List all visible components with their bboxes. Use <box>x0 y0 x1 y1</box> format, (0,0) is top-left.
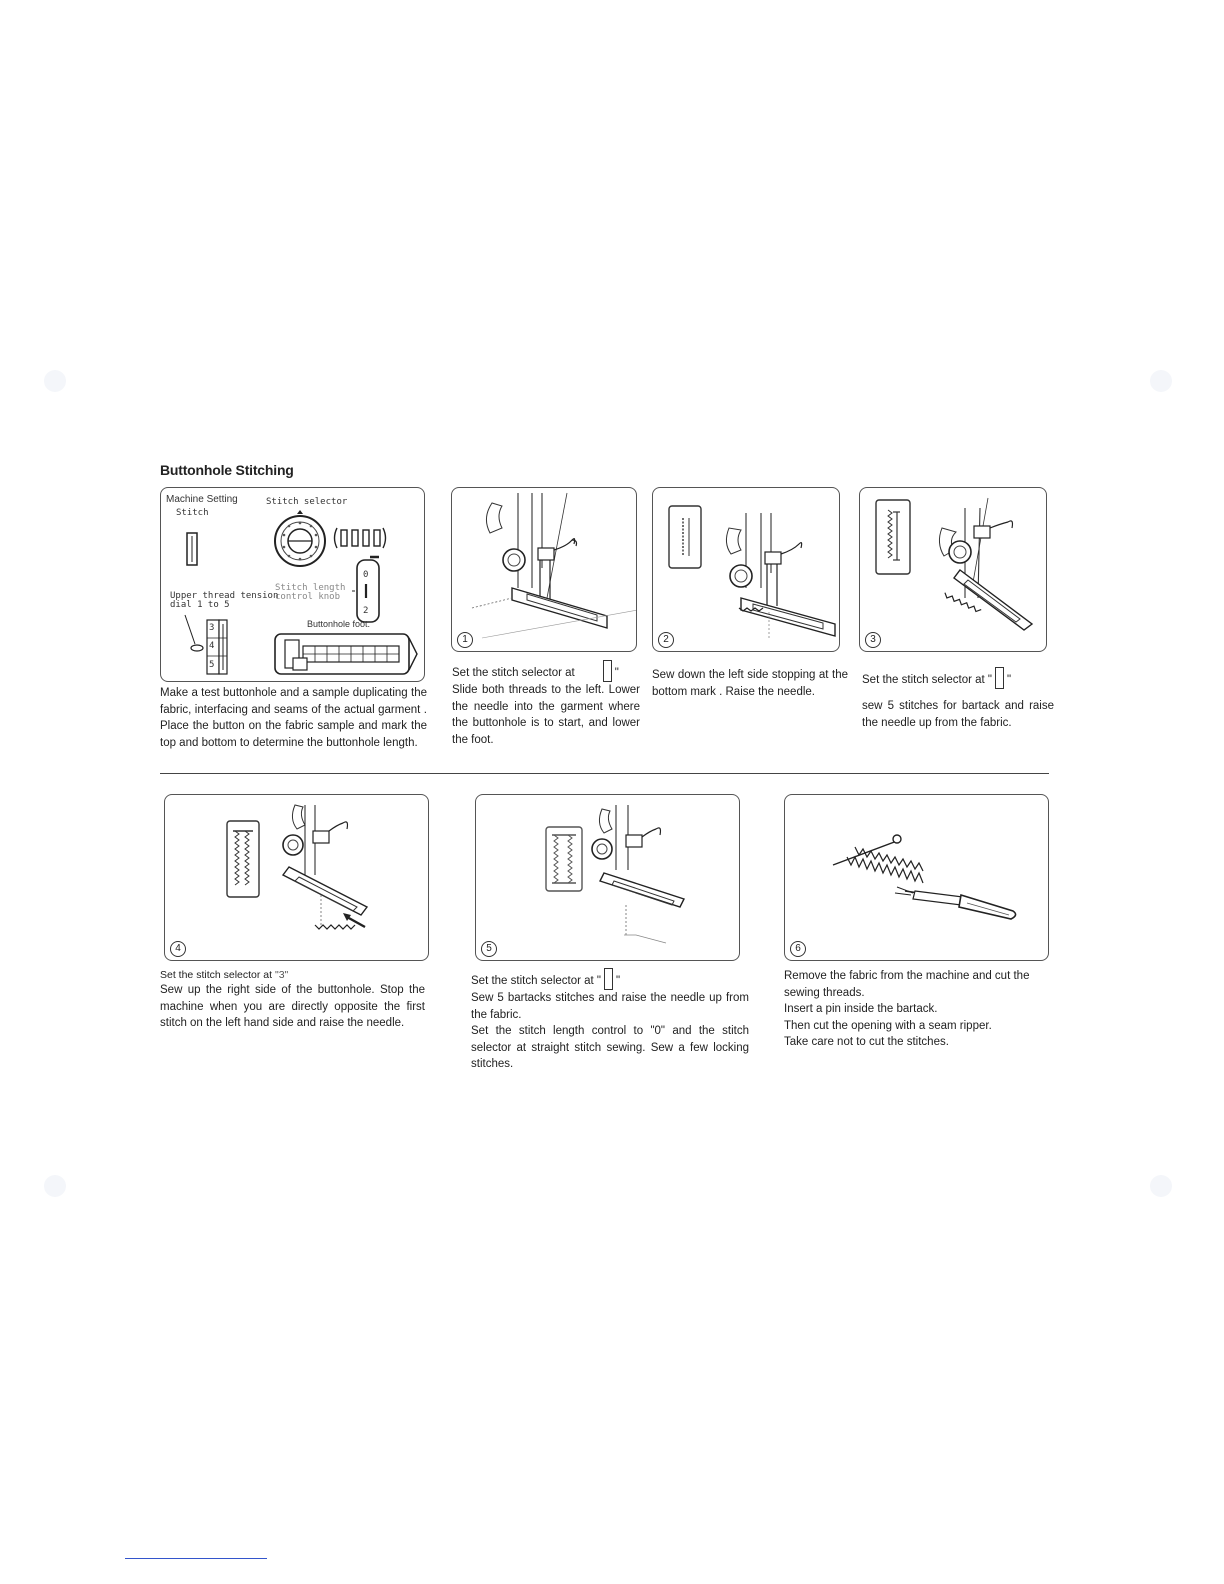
step-5-quote: " <box>616 975 621 987</box>
step-6-text <box>784 968 1052 1051</box>
length-mark: 0 <box>363 570 369 580</box>
length-mark: 2 <box>363 606 369 616</box>
step-6-line: Take care not to cut the stitches. <box>784 1036 949 1049</box>
step-6-line: Then cut the opening with a seam ripper. <box>784 1019 992 1032</box>
step-1-quote: " <box>614 667 619 679</box>
step-1-line: Set the stitch selector at <box>452 667 575 679</box>
scan-artifact <box>44 370 66 392</box>
step-5-illustration <box>476 795 740 961</box>
step-3-line: sew 5 stitches for bartack and raise the needle up from the fabric. <box>862 700 1054 729</box>
step-5-panel <box>475 794 740 961</box>
machine-setting-panel <box>160 487 425 682</box>
step-5-line: Set the stitch selector at " <box>471 975 602 987</box>
intro-text: Make a test buttonhole and a sample duplicating the fabric, interfacing and seams of the actual garment . Place the button on the fabric sample and mark the top and bottom to determine the buttonhole length. <box>160 687 427 749</box>
step-5-text <box>471 968 749 1073</box>
buttonhole-foot-label: Buttonhole foot. <box>307 619 371 629</box>
tension-mark: 3 <box>209 623 215 633</box>
scan-artifact <box>1150 1175 1172 1197</box>
step-3-line: Set the stitch selector at " <box>862 674 993 686</box>
step-6-panel <box>784 794 1049 961</box>
step-number-badge: 2 <box>658 632 674 648</box>
scan-artifact <box>44 1175 66 1197</box>
step-1-line: Slide both threads to the left. Lower the needle into the garment where the buttonhole is to start, and lower the foot. <box>452 684 640 746</box>
step-4-text <box>160 968 425 1032</box>
step-1-illustration <box>452 488 637 652</box>
step-6-line: Remove the fabric from the machine and cut the sewing threads. <box>784 970 1030 999</box>
stitch-length-label: Stitch length <box>275 583 346 593</box>
machine-setting-heading: Machine Setting <box>166 494 238 505</box>
step-4-illustration <box>165 795 429 961</box>
tension-mark: 4 <box>209 641 215 651</box>
step-2-illustration <box>653 488 840 652</box>
step-number-badge: 1 <box>457 632 473 648</box>
tension-label: Upper thread tension <box>170 591 279 601</box>
scan-artifact <box>1150 370 1172 392</box>
step-number-badge: 3 <box>865 632 881 648</box>
bartack-stitch-icon <box>995 667 1004 689</box>
stitch-selector-label: Stitch selector <box>266 497 348 507</box>
step-6-illustration <box>785 795 1049 961</box>
step-5-line: Set the stitch length control to "0" and the stitch selector at straight stitch sewing. Sew a few locking stitches. <box>471 1025 749 1071</box>
step-number-badge: 4 <box>170 941 186 957</box>
step-4-line: Sew up the right side of the buttonhole. Stop the machine when you are directly opposite the first stitch on the left hand side and raise the needle. <box>160 984 425 1030</box>
step-3-illustration <box>860 488 1047 652</box>
step-3-panel <box>859 487 1047 652</box>
step-1-text <box>452 660 640 748</box>
step-number-badge: 6 <box>790 941 806 957</box>
stitch-label: Stitch <box>176 508 209 518</box>
straight-stitch-icon <box>603 660 612 682</box>
step-3-quote: " <box>1007 674 1012 686</box>
tension-label-2: dial 1 to 5 <box>170 600 230 610</box>
bartack-stitch-icon <box>604 968 613 990</box>
step-2-panel <box>652 487 840 652</box>
step-4-panel <box>164 794 429 961</box>
footer-rule <box>125 1558 267 1559</box>
stitch-length-label-2: control knob <box>275 592 341 602</box>
step-2-text <box>652 667 848 700</box>
step-5-line: Sew 5 bartacks stitches and raise the needle up from the fabric. <box>471 992 749 1021</box>
step-4-setting: "3" <box>274 969 289 981</box>
step-1-panel <box>451 487 637 652</box>
step-4-line: Set the stitch selector at <box>160 969 273 981</box>
page-title: Buttonhole Stitching <box>160 462 294 478</box>
section-divider <box>160 773 1049 774</box>
step-number-badge: 5 <box>481 941 497 957</box>
step-6-line: Insert a pin inside the bartack. <box>784 1003 938 1016</box>
step-2-line: Sew down the left side stopping at the bottom mark . Raise the needle. <box>652 669 848 698</box>
step-3-text <box>862 667 1054 731</box>
tension-mark: 5 <box>209 660 215 670</box>
